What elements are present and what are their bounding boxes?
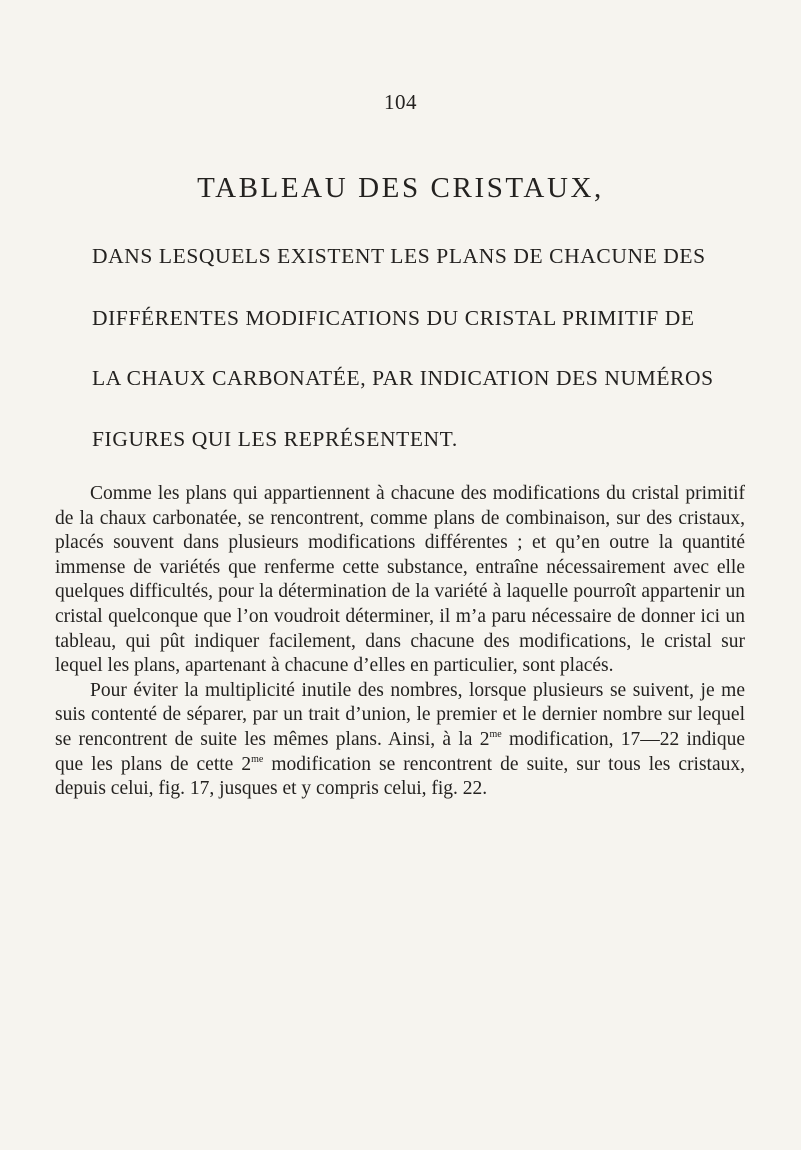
page-title: TABLEAU DES CRISTAUX,: [197, 172, 604, 204]
page-number: 104: [384, 90, 417, 114]
paragraph-2-part-2: modification, 17—22 indique que les plans de cette 2: [55, 728, 745, 775]
body-text: [55, 482, 745, 802]
subtitle-line-2: DIFFÉRENTES MODIFICATIONS DU CRISTAL PRIMITIF DE: [92, 306, 695, 330]
ordinal-superscript: me: [489, 728, 502, 740]
paragraph-1: Comme les plans qui appartiennent à chacune des modifications du cristal primitif de la chaux carbonatée, se rencontrent, comme plans de combinaison, sur des cristaux, placés souvent dans plusieurs modifications différentes ; et qu’en outre la quantité immense de variétés que renferme cette substance, entraîne nécessairement avec elle quelques difficultés, pour la détermination de la variété à laquelle pourroît appartenir un cristal quelconque que l’on voudroit déterminer, il m’a paru nécessaire de donner ici un tableau, qui pût indiquer facilement, dans chacune des modifications, le cristal sur lequel les plans, apartenant à chacune d’elles en particulier, sont placés.: [55, 483, 745, 677]
subtitle-line-4: FIGURES QUI LES REPRÉSENTENT.: [92, 427, 458, 451]
subtitle-line-1: DANS LESQUELS EXISTENT LES PLANS DE CHACUNE DES: [92, 244, 706, 268]
paragraph-2-part-1: Pour éviter la multiplicité inutile des nombres, lorsque plusieurs se suivent, je me suis contenté de séparer, par un trait d’union, le premier et le dernier nombre sur lequel se rencontrent de suite les mêmes plans. Ainsi, à la 2: [55, 679, 745, 750]
subtitle-line-3: LA CHAUX CARBONATÉE, PAR INDICATION DES NUMÉROS: [92, 366, 714, 390]
ordinal-superscript: me: [251, 753, 264, 765]
paragraph-2: [55, 679, 745, 802]
paragraph-2-part-3: modification se rencontrent de suite, sur tous les cristaux, depuis celui, fig. 17, jusques et y compris celui, fig. 22.: [55, 753, 746, 800]
